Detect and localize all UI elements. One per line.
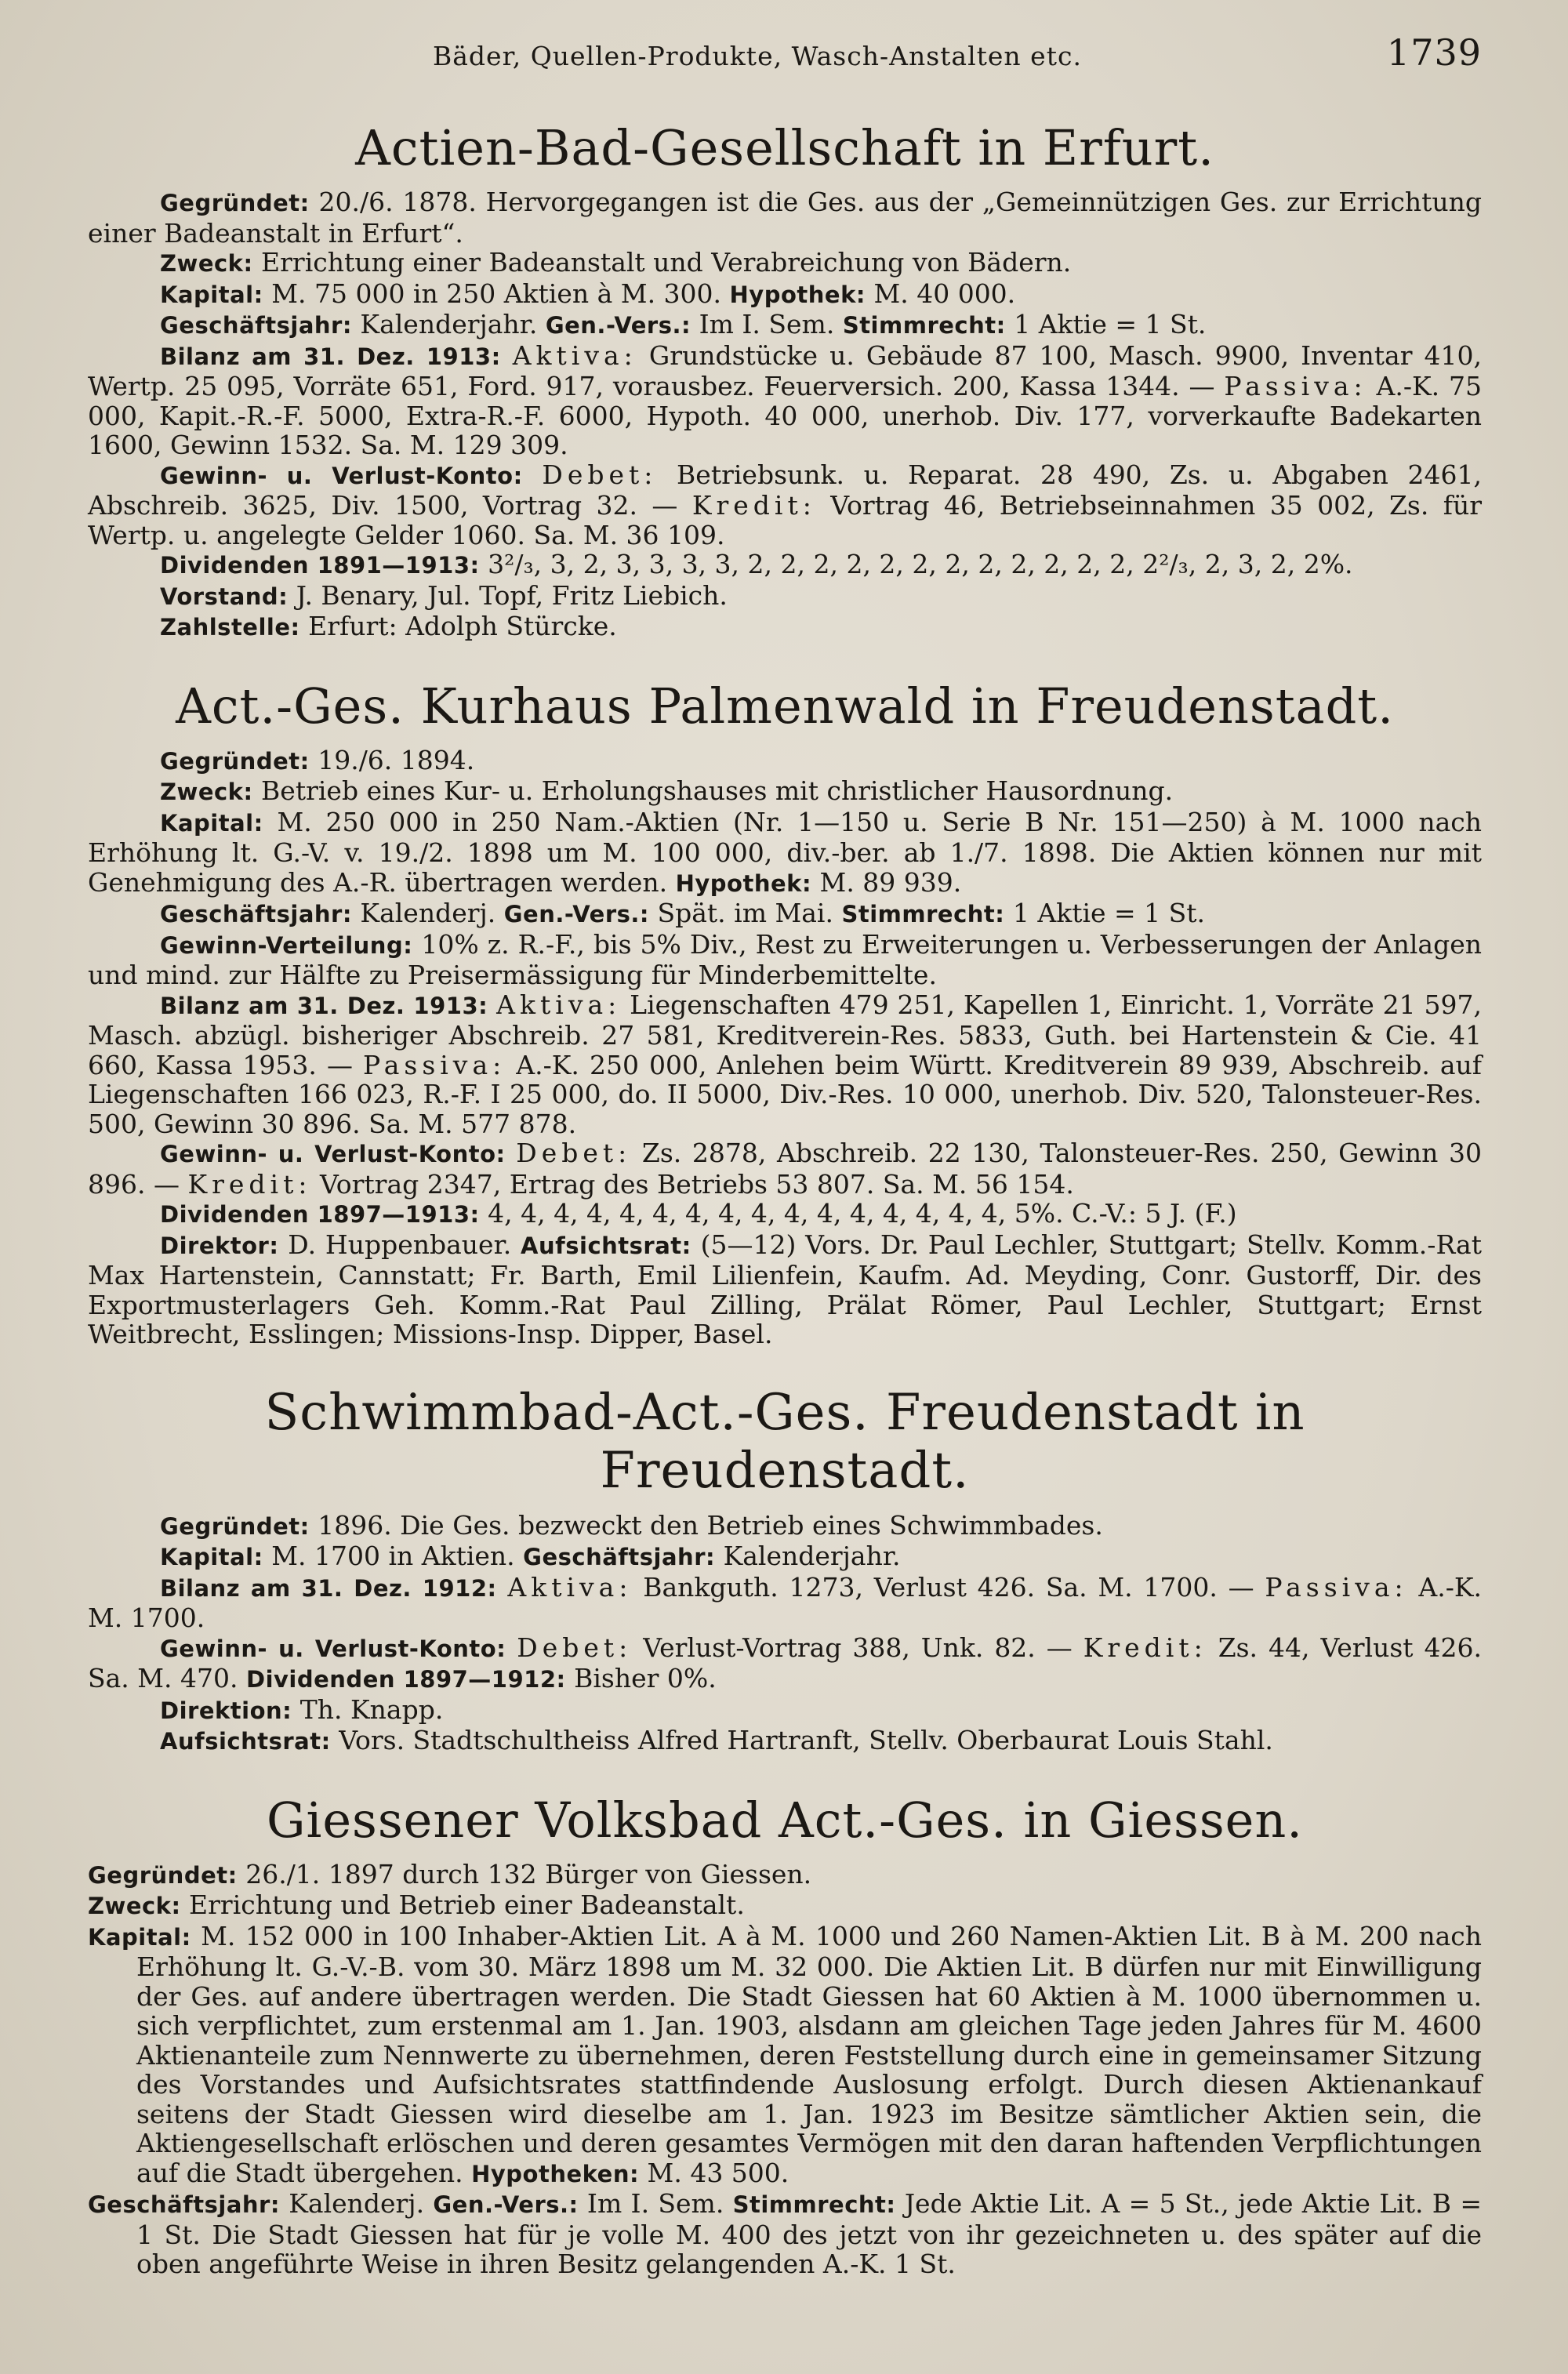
passiva-word: Passiva: (1265, 1571, 1408, 1603)
gegruendet-para (88, 746, 1482, 777)
text: M. 250 000 in 250 Nam.-Aktien (Nr. 1—150 u. Serie B Nr. 151—250) à M. 1000 nach Erhöhung lt. G.-V. v. 19./2. 1898 um M. 100 000, div.-ber. ab 1./7. 1898. Die Aktien können nur mit Genehmigung des A.-R. übertragen werden. (88, 806, 1482, 898)
label: Hypotheken: (471, 2160, 640, 2187)
debet-word: Debet: (542, 459, 658, 490)
text: Betriebsunk. u. Reparat. 28 490, Zs. u. Abgaben 2461, Abschreib. 3625, Div. 1500, Vortrag 32. — (88, 459, 1482, 521)
zweck-para (88, 776, 1482, 808)
text: 19./6. 1894. (309, 744, 475, 775)
text: J. Benary, Jul. Topf, Fritz Liebich. (288, 579, 728, 611)
gegruendet-para (88, 1860, 1482, 1891)
label: Kapital: (160, 281, 263, 308)
text: 1 Aktie = 1 St. (1005, 309, 1207, 339)
label: Vorstand: (160, 583, 289, 610)
gegruendet-para (88, 1511, 1482, 1542)
label: Bilanz am 31. Dez. 1913: (160, 343, 501, 370)
aktiva-word: Aktiva: (507, 1571, 633, 1603)
text: 20./6. 1878. Hervorgegangen ist die Ges. aus der „Gemeinnützigen Ges. zur Errichtung einer Badeanstalt in Erfurt“. (88, 187, 1482, 249)
entry-kurhaus-palmenwald (88, 677, 1482, 1349)
geschaeftsjahr-para (88, 310, 1482, 341)
text: A.-K. 75 000, Kapit.-R.-F. 5000, Extra-R.-F. 6000, Hypoth. 40 000, unerhob. Div. 177, vorverkaufte Badekarten 1600, Gewinn 1532. Sa. M. 129 309. (88, 371, 1482, 460)
text: Bankguth. 1273, Verlust 426. Sa. M. 1700. — (632, 1571, 1265, 1603)
label: Stimmrecht: (842, 312, 1006, 339)
debet-word: Debet: (517, 1632, 633, 1663)
text: Th. Knapp. (292, 1693, 444, 1725)
zweck-para (88, 248, 1482, 279)
bilanz-para (88, 341, 1482, 460)
dividenden-para (88, 1199, 1482, 1230)
entry-title: Giessener Volksbad Act.-Ges. in Giessen. (266, 1791, 1304, 1849)
text: M. 89 939. (811, 866, 962, 898)
entry-giessener-volksbad (88, 1791, 1482, 2279)
zweck-para (88, 1890, 1482, 1922)
text: Grundstücke u. Gebäude 87 100, Masch. 9900, Inventar 410, Wertp. 25 095, Vorräte 651, Ford. 917, vorausbez. Feuerversich. 200, Kassa 1344. — (88, 339, 1482, 401)
page-number: 1739 (1386, 31, 1482, 74)
label: Gewinn-Verteilung: (160, 931, 413, 959)
label: Bilanz am 31. Dez. 1913: (160, 992, 488, 1019)
label: Gen.-Vers.: (545, 312, 691, 339)
entry-title: Actien-Bad-Gesellschaft in Erfurt. (355, 119, 1214, 176)
text: 26./1. 1897 durch 132 Bürger von Giessen. (237, 1858, 812, 1889)
label: Kapital: (160, 1544, 263, 1570)
label: Gegründet: (160, 1512, 310, 1540)
aktiva-word: Aktiva: (496, 989, 622, 1020)
passiva-word: Passiva: (1224, 371, 1367, 401)
label: Bilanz am 31. Dez. 1912: (160, 1574, 497, 1602)
gewinn-verteilung-para (88, 930, 1482, 990)
label: Gegründet: (160, 190, 310, 216)
label: Gen.-Vers.: (433, 2191, 579, 2218)
text: Kalenderj. (279, 2188, 434, 2219)
text: M. 152 000 in 100 Inhaber-Aktien Lit. A à M. 1000 und 260 Namen-Aktien Lit. B à M. 200 nach Erhöhung lt. G.-V.-B. vom 30. März 1898 um M. 32 000. Die Aktien Lit. B dürfen nur mit Einwilligung der Ges. auf andere übertragen werden. Die Stadt Giessen hat 60 Aktien à M. 1000 übernommen u. sich verpflichtet, zum erstenmal am 1. Jan. 1903, alsdann am gleichen Tage jeden Jahres für M. 4600 Aktienanteile zum Nennwerte zu übernehmen, deren Feststellung durch eine in gemeinsamer Sitzung des Vorstandes und Aufsichtsrates stattfindende Auslosung erfolgt. Durch diesen Aktienankauf seitens der Stadt Giessen wird dieselbe am 1. Jan. 1923 im Besitze sämtlicher Aktien sein, die Aktiengesellschaft erlöschen und deren gesamtes Vermögen mit den daran haftenden Verpflichtungen auf die Stadt übergehen. (136, 1920, 1482, 2188)
label: Geschäftsjahr: (523, 1544, 716, 1570)
text: Zs. 2878, Abschreib. 22 130, Talonsteuer-Res. 250, Gewinn 30 896. — (88, 1138, 1482, 1200)
text: Betrieb eines Kur- u. Erholungshauses mit christlicher Hausordnung. (252, 775, 1174, 806)
label: Gegründet: (88, 1861, 238, 1889)
text: Vors. Stadtschultheiss Alfred Hartranft, Stellv. Oberbaurat Louis Stahl. (330, 1725, 1273, 1755)
guv-para (88, 1633, 1482, 1695)
text: M. 75 000 in 250 Aktien à M. 300. (263, 278, 730, 309)
kredit-word: Kredit: (1083, 1632, 1207, 1663)
text: Kalenderj. (351, 898, 504, 928)
label: Stimmrecht: (841, 901, 1005, 927)
text: Im I. Sem. (578, 2188, 733, 2219)
direktor-para (88, 1230, 1482, 1349)
label: Hypothek: (729, 281, 866, 308)
text: Kalenderjahr. (715, 1541, 901, 1571)
text: A.-K. M. 1700. (88, 1571, 1483, 1633)
label: Gen.-Vers.: (503, 901, 649, 927)
kredit-word: Kredit: (691, 490, 816, 521)
text: Liegenschaften 479 251, Kapellen 1, Einricht. 1, Vorräte 21 597, Masch. abzügl. bisheriger Abschreib. 27 581, Kreditverein-Res. 5833, Guth. bei Hartenstein & Cie. 41 660, Kassa 1953. — (88, 989, 1483, 1080)
text: (5—12) Vors. Dr. Paul Lechler, Stuttgart; Stellv. Komm.-Rat Max Hartenstein, Cannstatt; Fr. Barth, Emil Lilienfein, Kaufm. Ad. Meyding, Conr. Gustorff, Dir. des Exportmusterlagers Geh. Komm.-Rat Paul Zilling, Prälat Römer, Paul Lechler, Stuttgart; Ernst Weitbrecht, Esslingen; Missions-Insp. Dipper, Basel. (88, 1229, 1482, 1349)
guv-para (88, 460, 1482, 550)
text: Erfurt: Adolph Stürcke. (299, 611, 617, 641)
label: Dividenden 1891—1913: (160, 552, 480, 579)
label: Zweck: (88, 1893, 181, 1919)
text: Jede Aktie Lit. A = 5 St., jede Aktie Lit. B = 1 St. Die Stadt Giessen hat für je volle M. 400 des jetzt von ihr gezeichneten u. des später auf die oben angeführte Weise in ihren Besitz gelangenden A.-K. 1 St. (136, 2188, 1482, 2279)
label: Kapital: (160, 809, 263, 837)
text: M. 40 000. (865, 278, 1016, 309)
label: Dividenden 1897—1912: (246, 1666, 566, 1693)
entry-title: Schwimmbad-Act.-Ges. Freudenstadt in Freudenstadt. (264, 1383, 1305, 1500)
kredit-word: Kredit: (187, 1168, 312, 1200)
text: Vortrag 2347, Ertrag des Betriebs 53 807. Sa. M. 56 154. (311, 1168, 1074, 1200)
text: Im I. Sem. (691, 309, 843, 339)
label: Zweck: (160, 779, 253, 805)
entry-schwimmbad-freudenstadt (88, 1384, 1482, 1757)
label: Geschäftsjahr: (88, 2191, 280, 2218)
geschaeftsjahr-para (88, 2189, 1482, 2279)
text: Vortrag 46, Betriebseinnahmen 35 002, Zs. für Wertp. u. angelegte Gelder 1060. Sa. M. 36 109. (88, 490, 1482, 550)
label: Stimmrecht: (732, 2191, 896, 2218)
text: Kalenderjahr. (351, 309, 546, 339)
label: Zweck: (160, 250, 253, 277)
text: Zs. 44, Verlust 426. Sa. M. 470. (88, 1632, 1482, 1693)
kapital-para (88, 1541, 1482, 1573)
label: Direktion: (160, 1697, 292, 1724)
bilanz-para (88, 1573, 1482, 1633)
text: 1 Aktie = 1 St. (1004, 898, 1206, 928)
label: Dividenden 1897—1913: (160, 1201, 480, 1228)
label: Geschäftsjahr: (160, 312, 352, 339)
label: Geschäftsjahr: (160, 901, 352, 927)
debet-word: Debet: (516, 1138, 632, 1168)
dividenden-para (88, 550, 1482, 581)
geschaeftsjahr-para (88, 898, 1482, 930)
aktiva-word: Aktiva: (512, 339, 637, 371)
zahlstelle-para (88, 612, 1482, 643)
label: Aufsichtsrat: (521, 1232, 691, 1259)
text: M. 43 500. (639, 2157, 789, 2188)
label: Hypothek: (675, 869, 812, 897)
text: Errichtung und Betrieb einer Badeanstalt. (180, 1889, 745, 1920)
kapital-para (88, 279, 1482, 310)
bilanz-para (88, 990, 1482, 1139)
text: 1896. Die Ges. bezweckt den Betrieb eines Schwimmbades. (309, 1509, 1103, 1541)
entry-title: Act.-Ges. Kurhaus Palmenwald in Freudenstadt. (176, 677, 1394, 735)
text: Spät. im Mai. (649, 898, 842, 928)
text: Verlust-Vortrag 388, Unk. 82. — (632, 1632, 1083, 1663)
label: Gegründet: (160, 747, 310, 775)
label: Gewinn- u. Verlust-Konto: (160, 1635, 506, 1662)
passiva-word: Passiva: (362, 1049, 506, 1080)
text: Errichtung einer Badeanstalt und Verabreichung von Bädern. (252, 247, 1072, 278)
running-head (88, 31, 1482, 74)
label: Aufsichtsrat: (160, 1728, 331, 1755)
kapital-para (88, 1922, 1482, 2190)
text: 10% z. R.-F., bis 5% Div., Rest zu Erweiterungen u. Verbesserungen der Anlagen und mind. zur Hälfte zu Preisermässigung für Minderbemittelte. (88, 928, 1482, 990)
direktion-para (88, 1695, 1482, 1726)
label: Gewinn- u. Verlust-Konto: (160, 1141, 506, 1167)
kapital-para (88, 808, 1482, 899)
text: M. 1700 in Aktien. (263, 1541, 524, 1571)
guv-para (88, 1138, 1482, 1199)
aufsichtsrat-para (88, 1726, 1482, 1757)
entry-actien-bad-erfurt (88, 119, 1482, 643)
label: Kapital: (88, 1923, 191, 1951)
text: A.-K. 250 000, Anlehen beim Württ. Kreditverein 89 939, Abschreib. auf Liegenschaften 166 023, R.-F. I 25 000, do. II 5000, Div.-Res. 10 000, unerhob. Div. 520, Talonsteuer-Res. 500, Gewinn 30 896. Sa. M. 577 878. (88, 1049, 1482, 1139)
running-title: Bäder, Quellen-Produkte, Wasch-Anstalten etc. (433, 41, 1082, 71)
text: Bisher 0%. (565, 1663, 717, 1693)
label: Zahlstelle: (160, 614, 300, 641)
label: Direktor: (160, 1232, 279, 1259)
gegruendet-para (88, 187, 1482, 248)
vorstand-para (88, 581, 1482, 612)
text: 4, 4, 4, 4, 4, 4, 4, 4, 4, 4, 4, 4, 4, 4, 4, 4, 5%. C.-V.: 5 J. (F.) (479, 1198, 1237, 1229)
text: D. Huppenbauer. (278, 1229, 521, 1260)
label: Gewinn- u. Verlust-Konto: (160, 462, 523, 489)
text: 3²/₃, 3, 2, 3, 3, 3, 3, 2, 2, 2, 2, 2, 2, 2, 2, 2, 2, 2, 2, 2²/₃, 2, 3, 2, 2%. (479, 549, 1353, 579)
